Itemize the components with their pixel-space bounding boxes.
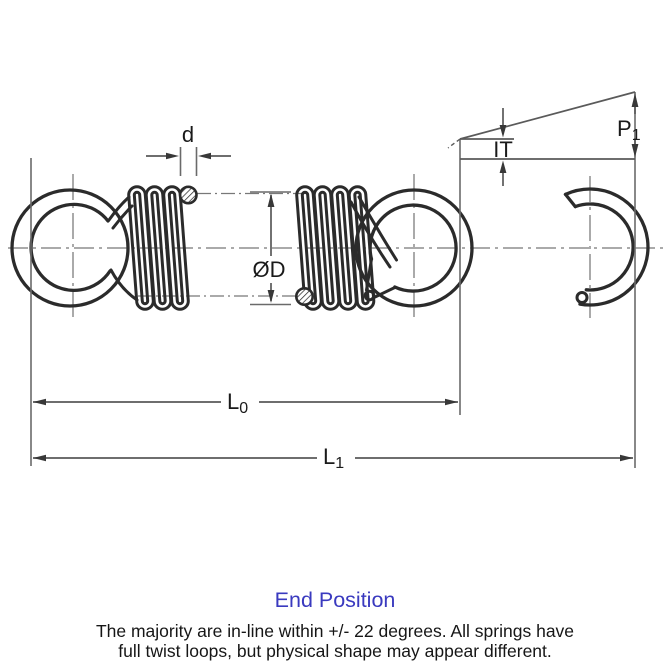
wire-dia-arrowhead-left [198,153,211,159]
free-length-l0-label: L0 [227,389,249,417]
initial-tension-label: IT [493,137,513,162]
end-view-cut-end [566,194,576,206]
it-arrowhead-down [500,125,507,138]
od-arrowhead-up [268,194,275,208]
l0-arrowhead-right [445,399,458,405]
it-arrowhead-up [500,161,507,174]
overall-length-l1-label: L1 [323,444,345,472]
wire-end-cross-section-bottom [296,288,312,304]
caption-title: End Position [274,588,396,612]
caption [96,588,574,661]
load-slope-line [460,92,635,139]
p1-arrowhead-up [632,93,639,107]
wire-diameter-label: d [181,122,195,147]
dimension-labels [182,116,641,472]
right-hook-wire-tip [365,291,374,300]
p1-arrowhead-down [632,144,639,158]
load-slope-dashed-continuation [448,139,460,148]
l0-arrowhead-left [33,399,46,405]
outer-diameter-label: ØD [252,257,286,282]
dimensions [31,92,638,468]
caption-note-line1: The majority are in-line within +/- 22 degrees. All springs have [95,621,575,641]
wire-end-cross-section-top [180,187,196,203]
end-view-inner-arc [575,204,633,290]
l1-arrowhead-right [620,455,633,461]
end-view-wire-tip [577,293,587,303]
caption-note-line2: full twist loops, but physical shape may appear different. [118,641,552,661]
load-p1-label: P1 [617,116,641,144]
wire-dia-arrowhead-right [166,153,179,159]
l1-arrowhead-left [33,455,46,461]
